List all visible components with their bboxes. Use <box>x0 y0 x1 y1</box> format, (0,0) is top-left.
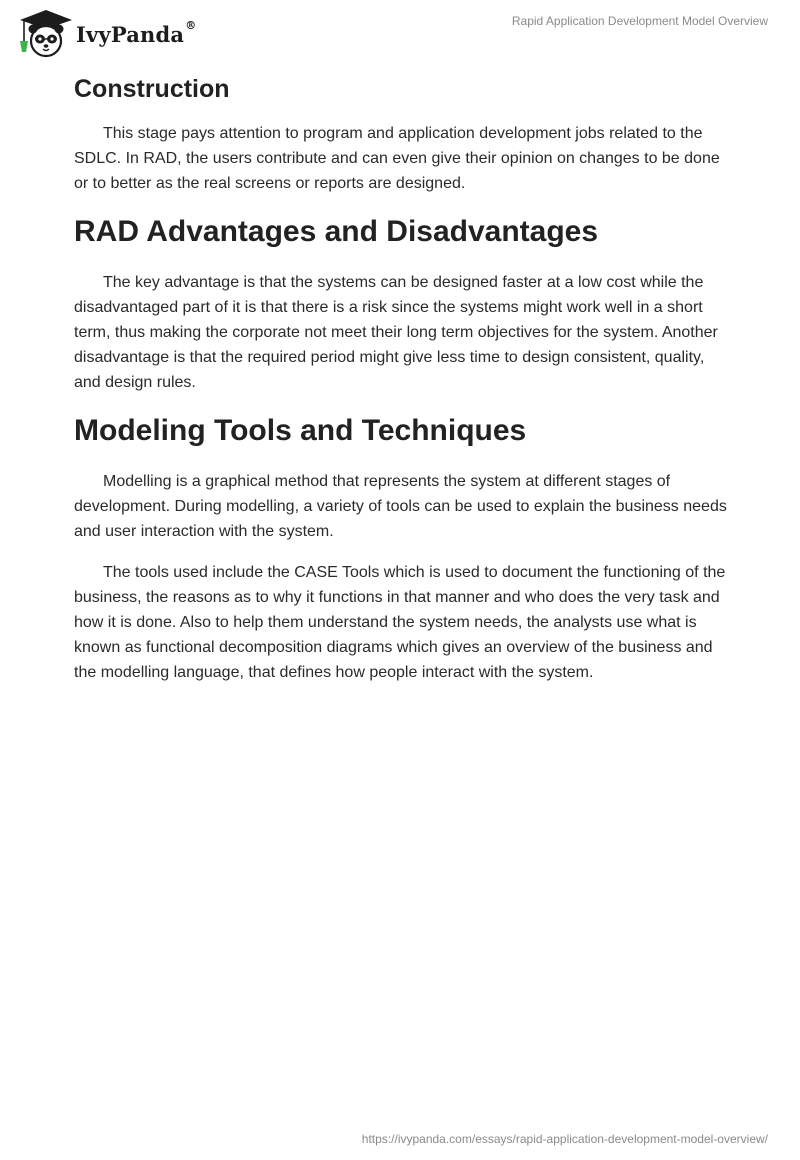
section-construction <box>74 71 734 196</box>
document-title: Rapid Application Development Model Overview <box>511 14 768 28</box>
section-heading: Construction <box>74 75 230 103</box>
panda-graduate-icon <box>14 8 72 58</box>
essay-content <box>74 71 734 701</box>
paragraph: This stage pays attention to program and application development jobs related to the SDLC. In RAD, the users contribute and can even give their opinion on changes to be done or to better as the real screens or reports are designed. <box>74 125 720 192</box>
section-heading: Modeling Tools and Techniques <box>74 414 527 447</box>
brand-logo[interactable] <box>14 8 196 58</box>
section-heading: RAD Advantages and Disadvantages <box>74 215 599 248</box>
section-rad-advantages <box>74 212 734 395</box>
paragraph: The tools used include the CASE Tools which is used to document the functioning of the business, the reasons as to why it functions in that manner and who does the very task and how it is done. Also to help them understand the system needs, the analysts use what is known as functional decomposition diagrams which gives an overview of the business and the modelling language, that defines how people interact with the system. <box>74 564 726 681</box>
paragraph: The key advantage is that the systems can be designed faster at a low cost while the disadvantaged part of it is that there is a risk since the systems might work well in a short term, thus making the corporate not meet their long term objectives for the system. Another disadvantage is that the required period might give less time to design consistent, quality, and design rules. <box>74 274 718 391</box>
footer-source-link[interactable]: https://ivypanda.com/essays/rapid-application-development-model-overview/ <box>361 1132 768 1146</box>
paragraph: Modelling is a graphical method that represents the system at different stages of development. During modelling, a variety of tools can be used to explain the business needs and user interaction with the system. <box>74 473 727 540</box>
registered-mark: ® <box>185 18 197 32</box>
brand-name: IvyPanda® <box>76 18 197 47</box>
section-modeling-tools <box>74 411 734 685</box>
